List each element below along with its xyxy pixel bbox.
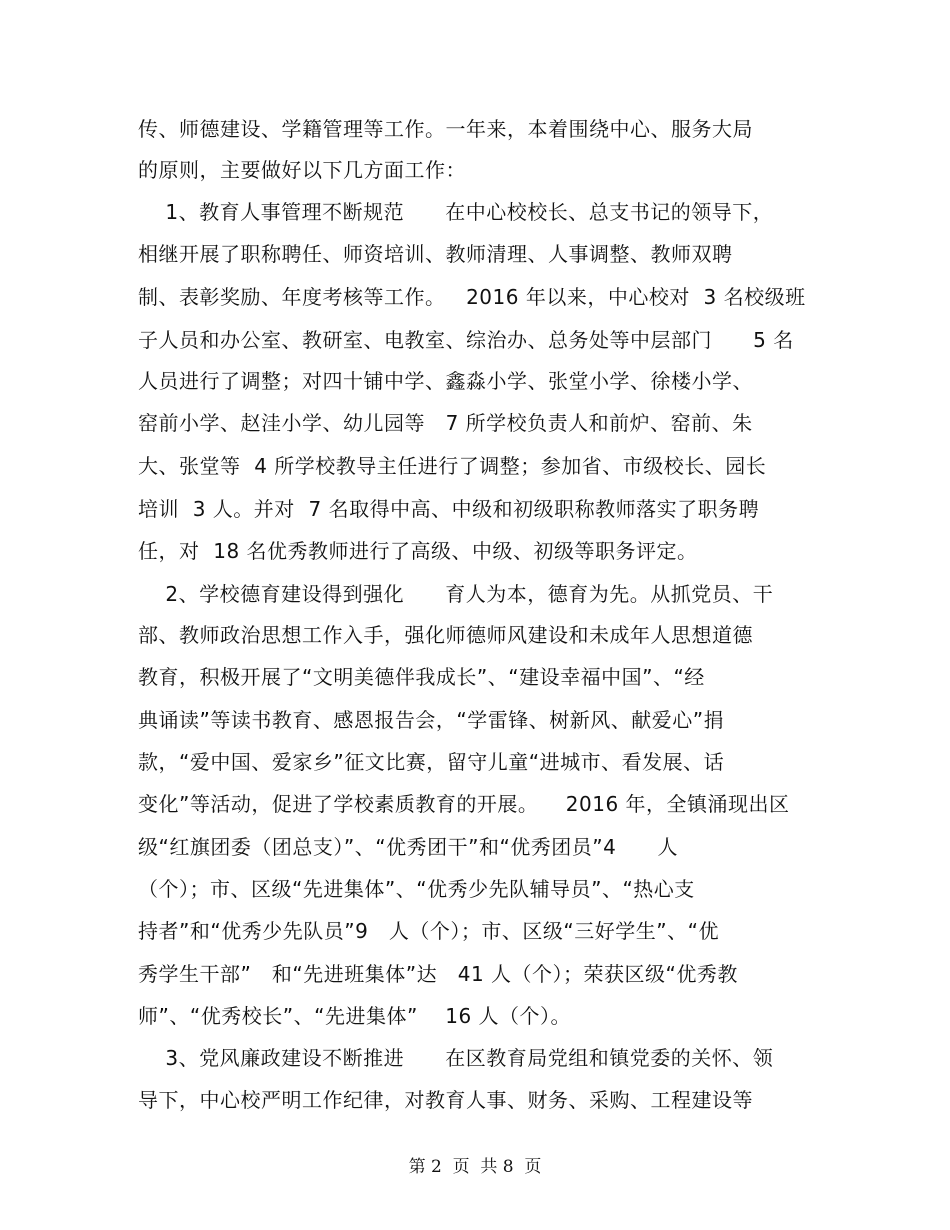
text-line: （个）；市、区级“先进集体”、“优秀少先队辅导员”、“热心支 [138, 877, 695, 901]
text-line: 款，“爱中国、爱家乡”征文比赛，留守儿童“进城市、看发展、话 [138, 750, 725, 774]
text-line: 持者”和“优秀少先队员”9 人（个）；市、区级“三好学生”、“优 [138, 919, 719, 943]
text-line: 窑前小学、赵洼小学、幼儿园等 7 所学校负责人和前炉、窑前、朱 [138, 411, 753, 435]
text-line: 3、党风廉政建设不断推进 在区教育局党组和镇党委的关怀、领 [138, 1046, 774, 1070]
text-line: 变化”等活动，促进了学校素质教育的开展。 2016 年，全镇涌现出区 [138, 792, 790, 816]
text-line: 1、教育人事管理不断规范 在中心校校长、总支书记的领导下， [138, 200, 774, 224]
text-line: 传、师德建设、学籍管理等工作。一年来，本着围绕中心、服务大局 [138, 117, 753, 141]
text-line: 子人员和办公室、教研室、电教室、综治办、总务处等中层部门 5 名 [138, 328, 794, 352]
text-line: 制、表彰奖励、年度考核等工作。 2016 年以来，中心校对 3 名校级班 [138, 285, 806, 309]
text-line: 的原则，主要做好以下几方面工作： [138, 158, 466, 182]
text-line: 典诵读”等读书教育、感恩报告会，“学雷锋、树新风、献爱心”捐 [138, 708, 725, 732]
text-line: 大、张堂等 4 所学校教导主任进行了调整；参加省、市级校长、园长 [138, 454, 767, 478]
text-line: 人员进行了调整；对四十铺中学、鑫淼小学、张堂小学、徐楼小学、 [138, 369, 753, 393]
text-line: 秀学生干部” 和“先进班集体”达 41 人（个）；荣获区级“优秀教 [138, 962, 738, 986]
text-line: 培训 3 人。并对 7 名取得中高、中级和初级职称教师落实了职务聘 [138, 497, 760, 521]
text-line: 相继开展了职称聘任、师资培训、教师清理、人事调整、教师双聘 [138, 242, 733, 266]
page-footer: 第 2 页 共 8 页 [408, 1157, 542, 1177]
text-line: 2、学校德育建设得到强化 育人为本，德育为先。从抓党员、干 [138, 582, 774, 606]
text-line: 师”、“优秀校长”、“先进集体” 16 人（个）。 [138, 1004, 572, 1028]
text-line: 级“红旗团委（团总支）”、“优秀团干”和“优秀团员”4 人 [138, 835, 679, 859]
text-line: 导下，中心校严明工作纪律，对教育人事、财务、采购、工程建设等 [138, 1088, 753, 1112]
text-line: 教育，积极开展了“文明美德伴我成长”、“建设幸福中国”、“经 [138, 665, 705, 689]
text-line: 部、教师政治思想工作入手，强化师德师风建设和未成年人思想道德 [138, 623, 753, 647]
text-line: 任，对 18 名优秀教师进行了高级、中级、初级等职务评定。 [138, 539, 698, 563]
